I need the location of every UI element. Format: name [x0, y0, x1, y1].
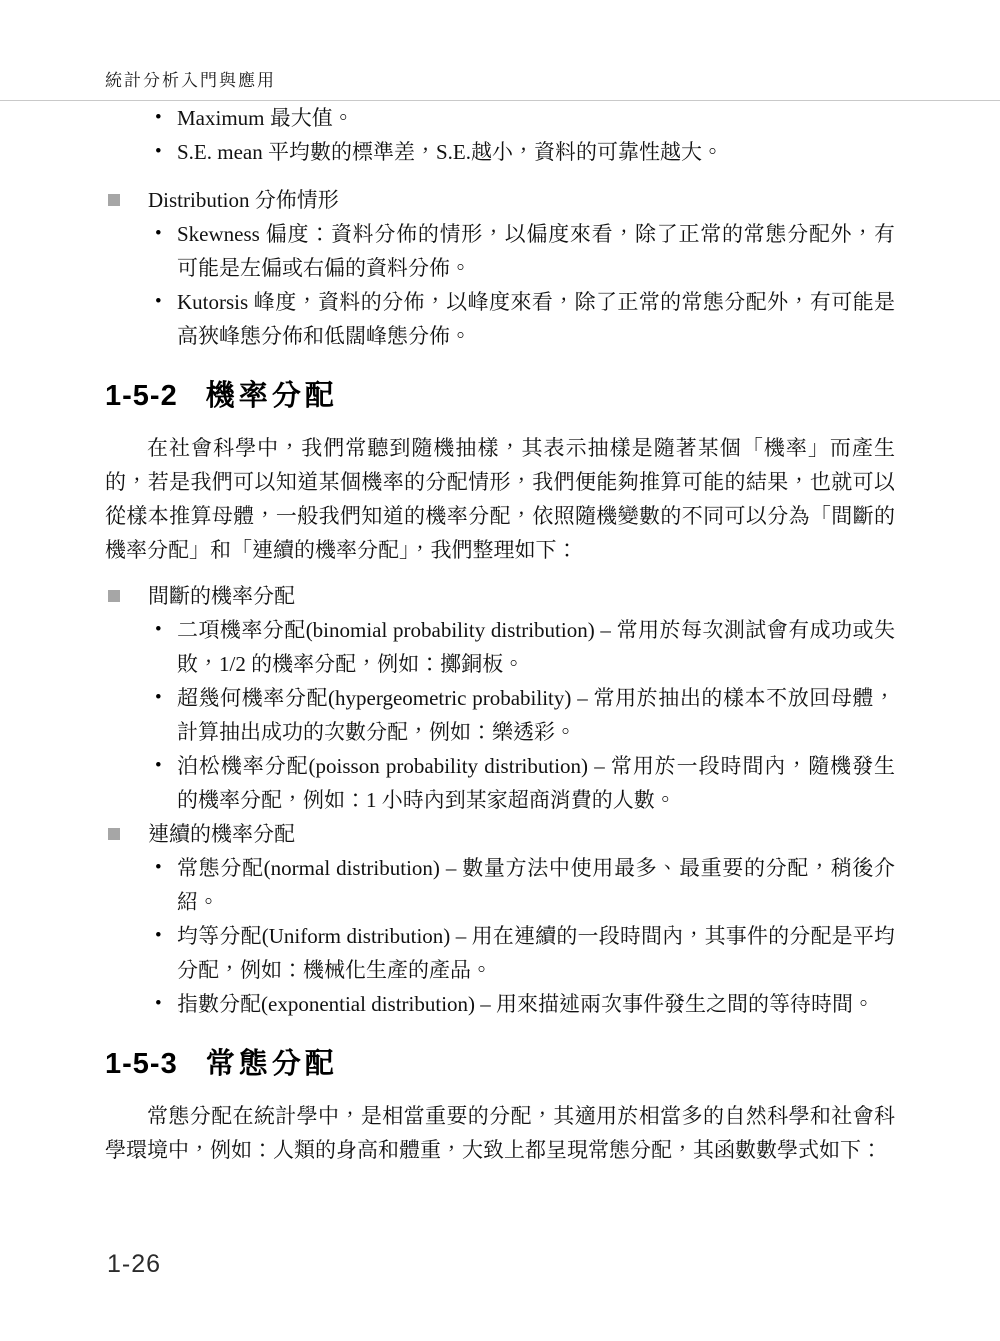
round-bullet-icon: •: [155, 755, 162, 776]
list-item-poisson: [105, 749, 895, 817]
square-bullet-icon: [108, 590, 120, 602]
running-header: [105, 66, 276, 91]
list-item-skewness: [105, 217, 895, 285]
continuous-distribution-title: 連續的機率分配: [148, 822, 295, 846]
list-item-text: 泊松機率分配(poisson probability distribution) – 常用於一段時間內，隨機發生的機率分配，例如：1 小時內到某家超商消費的人數。: [177, 754, 895, 812]
round-bullet-icon: •: [155, 687, 162, 708]
list-item-maximum: [105, 101, 895, 135]
round-bullet-icon: •: [155, 619, 162, 640]
distribution-items-list: [105, 217, 895, 353]
round-bullet-icon: •: [155, 141, 162, 162]
section-title: 機率分配: [205, 380, 338, 412]
section-title: 常態分配: [205, 1048, 338, 1080]
list-item-binomial: [105, 613, 895, 681]
section-number: 1-5-2: [105, 380, 178, 412]
continuous-distribution-list: [105, 851, 895, 1021]
distribution-section-title: Distribution 分佈情形: [148, 188, 339, 212]
list-item-text: 均等分配(Uniform distribution) – 用在連續的一段時間內，其事件的分配是平均分配，例如：機械化生產的產品。: [177, 924, 895, 982]
square-bullet-icon: [108, 194, 120, 206]
round-bullet-icon: •: [155, 925, 162, 946]
list-item-uniform: [105, 919, 895, 987]
list-item-normal: [105, 851, 895, 919]
discrete-distribution-title: 間斷的機率分配: [148, 584, 295, 608]
list-item-se-mean: [105, 135, 895, 169]
discrete-distribution-list: [105, 613, 895, 817]
page-number: 1-26: [107, 1250, 162, 1278]
list-item-text: 指數分配(exponential distribution) – 用來描述兩次事件發生之間的等待時間。: [177, 992, 875, 1016]
stat-summary-list: [105, 101, 895, 169]
list-item-text: 超幾何機率分配(hypergeometric probability) – 常用於抽出的樣本不放回母體，計算抽出成功的次數分配，例如：樂透彩。: [177, 686, 895, 744]
section-heading-1-5-3: [105, 1047, 895, 1081]
list-item-text: Skewness 偏度：資料分佈的情形，以偏度來看，除了正常的常態分配外，有可能是左偏或右偏的資料分佈。: [177, 222, 895, 280]
running-header-title: 統計分析入門與應用: [105, 71, 276, 90]
continuous-distribution-row: [105, 817, 895, 851]
distribution-section-row: [105, 183, 895, 217]
section-heading-1-5-2: [105, 379, 895, 413]
round-bullet-icon: •: [155, 291, 162, 312]
list-item-kurtosis: [105, 285, 895, 353]
round-bullet-icon: •: [155, 107, 162, 128]
round-bullet-icon: •: [155, 857, 162, 878]
square-bullet-icon: [108, 828, 120, 840]
section-number: 1-5-3: [105, 1048, 178, 1080]
list-item-text: 常態分配(normal distribution) – 數量方法中使用最多、最重要的分配，稍後介紹。: [177, 856, 895, 914]
page-content: [105, 101, 895, 1167]
list-item-text: S.E. mean 平均數的標準差，S.E.越小，資料的可靠性越大。: [177, 140, 723, 164]
round-bullet-icon: •: [155, 223, 162, 244]
list-item-text: 二項機率分配(binomial probability distribution) – 常用於每次測試會有成功或失敗，1/2 的機率分配，例如：擲銅板。: [177, 618, 895, 676]
round-bullet-icon: •: [155, 993, 162, 1014]
section-1-5-2-intro-paragraph: 在社會科學中，我們常聽到隨機抽樣，其表示抽樣是隨著某個「機率」而產生的，若是我們可以知道某個機率的分配情形，我們便能夠推算可能的結果，也就可以從樣本推算母體，一般我們知道的機率分配，依照隨機變數的不同可以分為「間斷的機率分配」和「連續的機率分配」，我們整理如下：: [105, 436, 895, 562]
list-item-exponential: [105, 987, 895, 1021]
discrete-distribution-row: [105, 579, 895, 613]
section-1-5-3-intro-paragraph: 常態分配在統計學中，是相當重要的分配，其適用於相當多的自然科學和社會科學環境中，例如：人類的身高和體重，大致上都呈現常態分配，其函數數學式如下：: [105, 1104, 895, 1162]
list-item-hypergeometric: [105, 681, 895, 749]
list-item-text: Maximum 最大值。: [177, 106, 354, 130]
list-item-text: Kutorsis 峰度，資料的分佈，以峰度來看，除了正常的常態分配外，有可能是高狹峰態分佈和低闊峰態分佈。: [177, 290, 895, 348]
